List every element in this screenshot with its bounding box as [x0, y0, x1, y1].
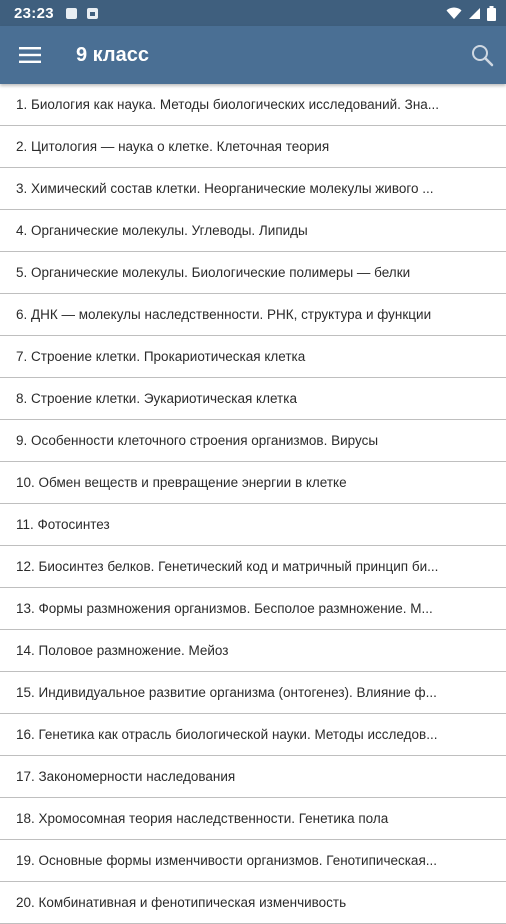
signal-icon	[468, 7, 481, 20]
status-time: 23:23	[14, 4, 54, 22]
list-item[interactable]: 5. Органические молекулы. Биологические полимеры — белки	[0, 252, 506, 294]
list-item[interactable]: 15. Индивидуальное развитие организма (онтогенез). Влияние ф...	[0, 672, 506, 714]
list-item[interactable]: 2. Цитология — наука о клетке. Клеточная теория	[0, 126, 506, 168]
notification-icon	[87, 8, 98, 19]
list-item[interactable]: 10. Обмен веществ и превращение энергии в клетке	[0, 462, 506, 504]
image-icon	[66, 8, 77, 19]
battery-icon	[487, 6, 496, 21]
app-bar	[0, 26, 506, 84]
list-item[interactable]: 20. Комбинативная и фенотипическая изменчивость	[0, 882, 506, 924]
hamburger-menu-icon	[19, 47, 41, 63]
list-item[interactable]: 3. Химический состав клетки. Неорганические молекулы живого ...	[0, 168, 506, 210]
search-icon	[470, 43, 494, 67]
list-item[interactable]: 7. Строение клетки. Прокариотическая клетка	[0, 336, 506, 378]
list-item[interactable]: 11. Фотосинтез	[0, 504, 506, 546]
lesson-list	[0, 84, 506, 924]
list-item[interactable]: 19. Основные формы изменчивости организмов. Генотипическая...	[0, 840, 506, 882]
menu-button[interactable]	[0, 26, 60, 84]
list-item[interactable]: 9. Особенности клеточного строения организмов. Вирусы	[0, 420, 506, 462]
list-item[interactable]: 8. Строение клетки. Эукариотическая клетка	[0, 378, 506, 420]
list-item[interactable]: 6. ДНК — молекулы наследственности. РНК, структура и функции	[0, 294, 506, 336]
list-item[interactable]: 12. Биосинтез белков. Генетический код и матричный принцип би...	[0, 546, 506, 588]
list-item[interactable]: 18. Хромосомная теория наследственности. Генетика пола	[0, 798, 506, 840]
list-item[interactable]: 1. Биология как наука. Методы биологических исследований. Зна...	[0, 84, 506, 126]
wifi-icon	[446, 7, 462, 20]
search-button[interactable]	[458, 26, 506, 84]
status-indicators	[446, 6, 496, 21]
list-item[interactable]: 17. Закономерности наследования	[0, 756, 506, 798]
list-item[interactable]: 4. Органические молекулы. Углеводы. Липиды	[0, 210, 506, 252]
page-title: 9 класс	[76, 43, 150, 66]
status-bar	[0, 0, 506, 26]
list-item[interactable]: 16. Генетика как отрасль биологической науки. Методы исследов...	[0, 714, 506, 756]
list-item[interactable]: 13. Формы размножения организмов. Бесполое размножение. М...	[0, 588, 506, 630]
list-item[interactable]: 14. Половое размножение. Мейоз	[0, 630, 506, 672]
